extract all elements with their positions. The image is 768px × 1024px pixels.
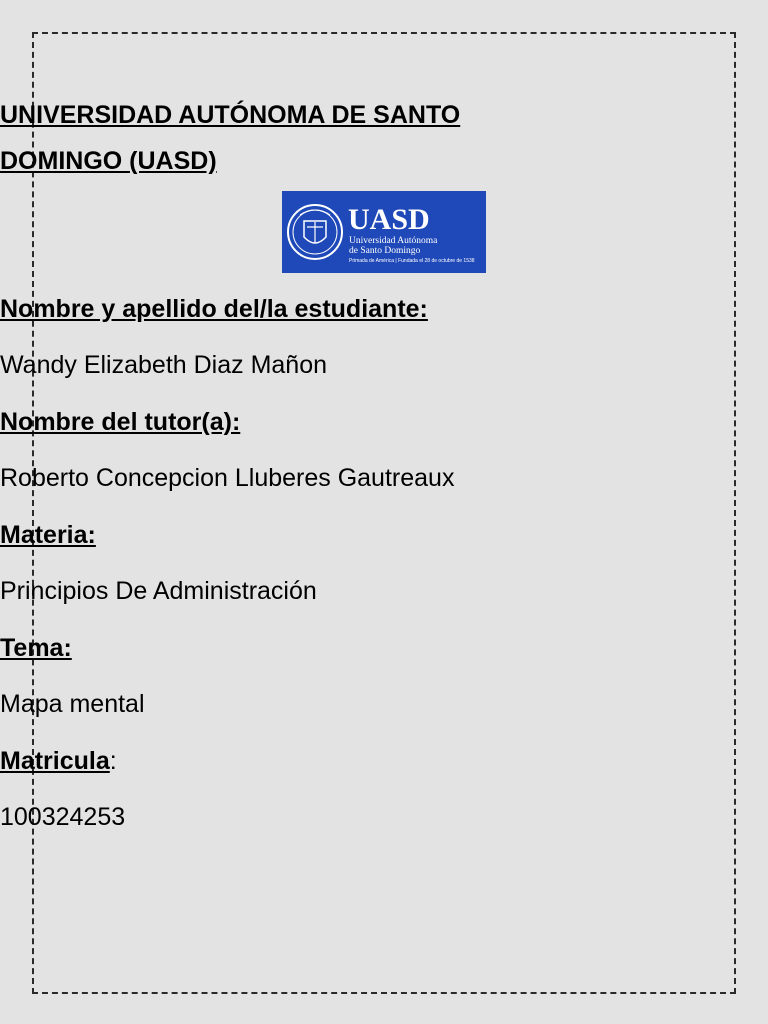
logo-wordmark: UASD [348, 203, 430, 236]
uasd-logo [282, 191, 486, 273]
student-heading: Nombre y apellido del/la estudiante: [0, 295, 428, 323]
enrollment-heading: Matricula: [0, 747, 117, 775]
logo-name-line-1: Universidad Autónoma [349, 236, 438, 246]
tutor-name: Roberto Concepcion Lluberes Gautreaux [0, 464, 455, 492]
university-title [0, 92, 768, 184]
logo-tagline: Primada de América | Fundada el 28 de octubre de 1538 [349, 258, 475, 264]
university-title-line-1: UNIVERSIDAD AUTÓNOMA DE SANTO [0, 101, 461, 129]
enrollment-number: 100324253 [0, 803, 126, 831]
logo-name-line-2: de Santo Domingo [349, 246, 421, 256]
tutor-heading: Nombre del tutor(a): [0, 408, 241, 436]
student-name: Wandy Elizabeth Diaz Mañon [0, 351, 328, 379]
subject-heading: Materia: [0, 521, 96, 549]
topic-name: Mapa mental [0, 690, 145, 718]
university-title-line-2: DOMINGO (UASD) [0, 147, 217, 175]
subject-name: Principios De Administración [0, 577, 317, 605]
uasd-logo-graphic [282, 191, 486, 273]
topic-heading: Tema: [0, 634, 72, 662]
